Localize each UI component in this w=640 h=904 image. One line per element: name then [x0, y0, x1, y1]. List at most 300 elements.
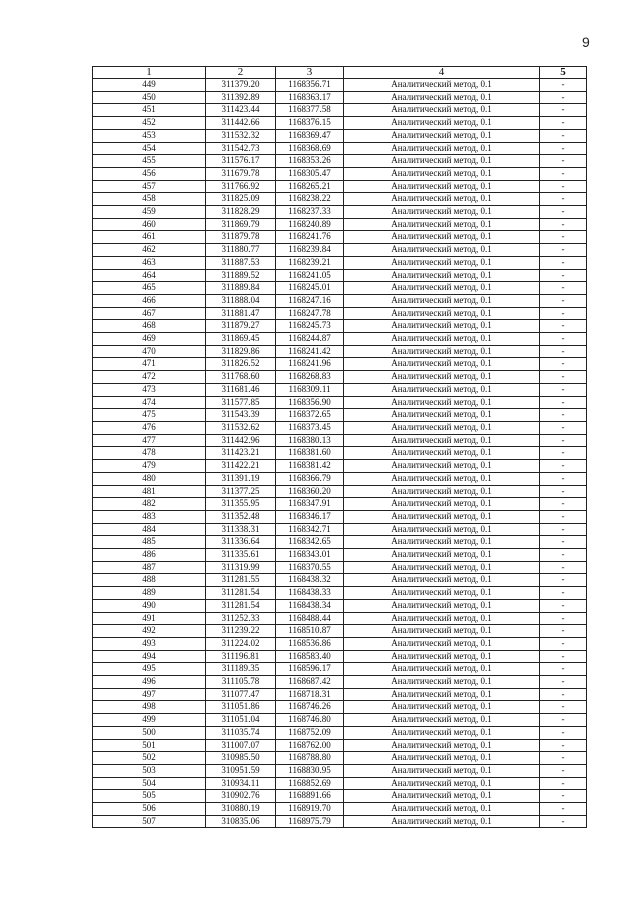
x-coordinate-cell: 311442.66	[206, 117, 276, 130]
y-coordinate-cell: 1168376.15	[276, 117, 344, 130]
method-cell: Аналитический метод, 0.1	[344, 180, 540, 193]
table-row	[93, 129, 587, 142]
y-coordinate-cell: 1168247.16	[276, 294, 344, 307]
point-number-cell: 498	[93, 701, 206, 714]
table-row	[93, 307, 587, 320]
point-number-cell: 469	[93, 333, 206, 346]
point-number-cell: 455	[93, 155, 206, 168]
point-number-cell: 460	[93, 218, 206, 231]
y-coordinate-cell: 1168370.55	[276, 561, 344, 574]
note-cell: -	[540, 650, 587, 663]
x-coordinate-cell: 311442.96	[206, 434, 276, 447]
y-coordinate-cell: 1168380.13	[276, 434, 344, 447]
x-coordinate-cell: 311252.33	[206, 612, 276, 625]
note-cell: -	[540, 777, 587, 790]
point-number-cell: 457	[93, 180, 206, 193]
y-coordinate-cell: 1168438.34	[276, 599, 344, 612]
point-number-cell: 480	[93, 472, 206, 485]
method-cell: Аналитический метод, 0.1	[344, 155, 540, 168]
method-cell: Аналитический метод, 0.1	[344, 142, 540, 155]
method-cell: Аналитический метод, 0.1	[344, 193, 540, 206]
x-coordinate-cell: 311879.78	[206, 231, 276, 244]
note-cell: -	[540, 663, 587, 676]
x-coordinate-cell: 311577.85	[206, 396, 276, 409]
table-row	[93, 79, 587, 92]
method-cell: Аналитический метод, 0.1	[344, 663, 540, 676]
x-coordinate-cell: 310934.11	[206, 777, 276, 790]
note-cell: -	[540, 231, 587, 244]
table-row	[93, 396, 587, 409]
method-cell: Аналитический метод, 0.1	[344, 307, 540, 320]
point-number-cell: 465	[93, 282, 206, 295]
note-cell: -	[540, 396, 587, 409]
note-cell: -	[540, 180, 587, 193]
x-coordinate-cell: 311281.54	[206, 587, 276, 600]
point-number-cell: 491	[93, 612, 206, 625]
table-row	[93, 549, 587, 562]
x-coordinate-cell: 311336.64	[206, 536, 276, 549]
point-number-cell: 449	[93, 79, 206, 92]
x-coordinate-cell: 311542.73	[206, 142, 276, 155]
x-coordinate-cell: 311576.17	[206, 155, 276, 168]
x-coordinate-cell: 311532.32	[206, 129, 276, 142]
y-coordinate-cell: 1168247.78	[276, 307, 344, 320]
y-coordinate-cell: 1168238.22	[276, 193, 344, 206]
method-cell: Аналитический метод, 0.1	[344, 345, 540, 358]
point-number-cell: 495	[93, 663, 206, 676]
y-coordinate-cell: 1168919.70	[276, 803, 344, 816]
table-row	[93, 358, 587, 371]
note-cell: -	[540, 129, 587, 142]
y-coordinate-cell: 1168746.26	[276, 701, 344, 714]
note-cell: -	[540, 549, 587, 562]
table-row	[93, 510, 587, 523]
y-coordinate-cell: 1168788.80	[276, 752, 344, 765]
method-cell: Аналитический метод, 0.1	[344, 358, 540, 371]
note-cell: -	[540, 434, 587, 447]
point-number-cell: 501	[93, 739, 206, 752]
point-number-cell: 453	[93, 129, 206, 142]
table-row	[93, 320, 587, 333]
y-coordinate-cell: 1168353.26	[276, 155, 344, 168]
note-cell: -	[540, 701, 587, 714]
method-cell: Аналитический метод, 0.1	[344, 282, 540, 295]
note-cell: -	[540, 815, 587, 828]
note-cell: -	[540, 307, 587, 320]
x-coordinate-cell: 311766.92	[206, 180, 276, 193]
x-coordinate-cell: 311829.86	[206, 345, 276, 358]
note-cell: -	[540, 688, 587, 701]
table-row	[93, 676, 587, 689]
table-row	[93, 739, 587, 752]
point-number-cell: 479	[93, 460, 206, 473]
table-row	[93, 460, 587, 473]
table-row	[93, 371, 587, 384]
point-number-cell: 461	[93, 231, 206, 244]
method-cell: Аналитический метод, 0.1	[344, 447, 540, 460]
x-coordinate-cell: 311768.60	[206, 371, 276, 384]
method-cell: Аналитический метод, 0.1	[344, 218, 540, 231]
method-cell: Аналитический метод, 0.1	[344, 231, 540, 244]
table-row	[93, 167, 587, 180]
method-cell: Аналитический метод, 0.1	[344, 510, 540, 523]
y-coordinate-cell: 1168718.31	[276, 688, 344, 701]
y-coordinate-cell: 1168762.00	[276, 739, 344, 752]
y-coordinate-cell: 1168241.96	[276, 358, 344, 371]
table-row	[93, 625, 587, 638]
y-coordinate-cell: 1168244.87	[276, 333, 344, 346]
method-cell: Аналитический метод, 0.1	[344, 460, 540, 473]
note-cell: -	[540, 104, 587, 117]
x-coordinate-cell: 311281.55	[206, 574, 276, 587]
point-number-cell: 505	[93, 790, 206, 803]
x-coordinate-cell: 311239.22	[206, 625, 276, 638]
x-coordinate-cell: 310835.06	[206, 815, 276, 828]
table-row	[93, 688, 587, 701]
note-cell: -	[540, 637, 587, 650]
table-row	[93, 294, 587, 307]
note-cell: -	[540, 371, 587, 384]
point-number-cell: 476	[93, 421, 206, 434]
point-number-cell: 468	[93, 320, 206, 333]
x-coordinate-cell: 311423.21	[206, 447, 276, 460]
y-coordinate-cell: 1168241.42	[276, 345, 344, 358]
point-number-cell: 482	[93, 498, 206, 511]
x-coordinate-cell: 311051.04	[206, 714, 276, 727]
y-coordinate-cell: 1168377.58	[276, 104, 344, 117]
method-cell: Аналитический метод, 0.1	[344, 434, 540, 447]
header-col-2: 2	[206, 67, 276, 79]
point-number-cell: 463	[93, 256, 206, 269]
y-coordinate-cell: 1168438.32	[276, 574, 344, 587]
table-row	[93, 599, 587, 612]
point-number-cell: 496	[93, 676, 206, 689]
y-coordinate-cell: 1168596.17	[276, 663, 344, 676]
x-coordinate-cell: 310985.50	[206, 752, 276, 765]
point-number-cell: 467	[93, 307, 206, 320]
point-number-cell: 506	[93, 803, 206, 816]
note-cell: -	[540, 333, 587, 346]
x-coordinate-cell: 310902.76	[206, 790, 276, 803]
point-number-cell: 494	[93, 650, 206, 663]
point-number-cell: 454	[93, 142, 206, 155]
method-cell: Аналитический метод, 0.1	[344, 333, 540, 346]
point-number-cell: 478	[93, 447, 206, 460]
note-cell: -	[540, 206, 587, 219]
method-cell: Аналитический метод, 0.1	[344, 599, 540, 612]
y-coordinate-cell: 1168975.79	[276, 815, 344, 828]
point-number-cell: 499	[93, 714, 206, 727]
header-col-3: 3	[276, 67, 344, 79]
method-cell: Аналитический метод, 0.1	[344, 790, 540, 803]
note-cell: -	[540, 91, 587, 104]
y-coordinate-cell: 1168746.80	[276, 714, 344, 727]
table-row	[93, 815, 587, 828]
method-cell: Аналитический метод, 0.1	[344, 244, 540, 257]
point-number-cell: 451	[93, 104, 206, 117]
table-row	[93, 218, 587, 231]
note-cell: -	[540, 561, 587, 574]
table-row	[93, 803, 587, 816]
table-row	[93, 447, 587, 460]
x-coordinate-cell: 311869.45	[206, 333, 276, 346]
method-cell: Аналитический метод, 0.1	[344, 396, 540, 409]
point-number-cell: 490	[93, 599, 206, 612]
table-row	[93, 650, 587, 663]
method-cell: Аналитический метод, 0.1	[344, 79, 540, 92]
method-cell: Аналитический метод, 0.1	[344, 587, 540, 600]
y-coordinate-cell: 1168488.44	[276, 612, 344, 625]
y-coordinate-cell: 1168268.83	[276, 371, 344, 384]
method-cell: Аналитический метод, 0.1	[344, 688, 540, 701]
note-cell: -	[540, 358, 587, 371]
point-number-cell: 502	[93, 752, 206, 765]
y-coordinate-cell: 1168239.21	[276, 256, 344, 269]
note-cell: -	[540, 574, 587, 587]
y-coordinate-cell: 1168342.65	[276, 536, 344, 549]
y-coordinate-cell: 1168536.86	[276, 637, 344, 650]
point-number-cell: 489	[93, 587, 206, 600]
table-row	[93, 421, 587, 434]
point-number-cell: 456	[93, 167, 206, 180]
table-row	[93, 777, 587, 790]
note-cell: -	[540, 421, 587, 434]
x-coordinate-cell: 311880.77	[206, 244, 276, 257]
method-cell: Аналитический метод, 0.1	[344, 472, 540, 485]
table-row	[93, 523, 587, 536]
note-cell: -	[540, 803, 587, 816]
table-row	[93, 117, 587, 130]
x-coordinate-cell: 311051.86	[206, 701, 276, 714]
note-cell: -	[540, 599, 587, 612]
method-cell: Аналитический метод, 0.1	[344, 777, 540, 790]
note-cell: -	[540, 510, 587, 523]
note-cell: -	[540, 142, 587, 155]
method-cell: Аналитический метод, 0.1	[344, 485, 540, 498]
y-coordinate-cell: 1168687.42	[276, 676, 344, 689]
point-number-cell: 466	[93, 294, 206, 307]
y-coordinate-cell: 1168583.40	[276, 650, 344, 663]
method-cell: Аналитический метод, 0.1	[344, 206, 540, 219]
table-row	[93, 333, 587, 346]
method-cell: Аналитический метод, 0.1	[344, 256, 540, 269]
x-coordinate-cell: 311532.62	[206, 421, 276, 434]
y-coordinate-cell: 1168309.11	[276, 383, 344, 396]
x-coordinate-cell: 311319.99	[206, 561, 276, 574]
table-row	[93, 472, 587, 485]
table-row	[93, 612, 587, 625]
x-coordinate-cell: 311889.52	[206, 269, 276, 282]
x-coordinate-cell: 311335.61	[206, 549, 276, 562]
method-cell: Аналитический метод, 0.1	[344, 714, 540, 727]
point-number-cell: 507	[93, 815, 206, 828]
point-number-cell: 470	[93, 345, 206, 358]
note-cell: -	[540, 726, 587, 739]
x-coordinate-cell: 311423.44	[206, 104, 276, 117]
header-col-5: 5	[540, 67, 587, 79]
point-number-cell: 458	[93, 193, 206, 206]
point-number-cell: 477	[93, 434, 206, 447]
y-coordinate-cell: 1168265.21	[276, 180, 344, 193]
x-coordinate-cell: 311869.79	[206, 218, 276, 231]
table-row	[93, 180, 587, 193]
method-cell: Аналитический метод, 0.1	[344, 294, 540, 307]
method-cell: Аналитический метод, 0.1	[344, 383, 540, 396]
table-row	[93, 345, 587, 358]
note-cell: -	[540, 218, 587, 231]
table-row	[93, 91, 587, 104]
y-coordinate-cell: 1168381.42	[276, 460, 344, 473]
table-row	[93, 498, 587, 511]
x-coordinate-cell: 311224.02	[206, 637, 276, 650]
point-number-cell: 452	[93, 117, 206, 130]
note-cell: -	[540, 409, 587, 422]
table-row	[93, 536, 587, 549]
table-row	[93, 790, 587, 803]
point-number-cell: 450	[93, 91, 206, 104]
method-cell: Аналитический метод, 0.1	[344, 739, 540, 752]
x-coordinate-cell: 311826.52	[206, 358, 276, 371]
y-coordinate-cell: 1168347.91	[276, 498, 344, 511]
y-coordinate-cell: 1168245.73	[276, 320, 344, 333]
point-number-cell: 486	[93, 549, 206, 562]
x-coordinate-cell: 311881.47	[206, 307, 276, 320]
x-coordinate-cell: 311825.09	[206, 193, 276, 206]
table-row	[93, 434, 587, 447]
method-cell: Аналитический метод, 0.1	[344, 815, 540, 828]
table-row	[93, 206, 587, 219]
point-number-cell: 459	[93, 206, 206, 219]
note-cell: -	[540, 714, 587, 727]
note-cell: -	[540, 447, 587, 460]
method-cell: Аналитический метод, 0.1	[344, 320, 540, 333]
table-row	[93, 244, 587, 257]
note-cell: -	[540, 294, 587, 307]
y-coordinate-cell: 1168510.87	[276, 625, 344, 638]
point-number-cell: 483	[93, 510, 206, 523]
y-coordinate-cell: 1168237.33	[276, 206, 344, 219]
method-cell: Аналитический метод, 0.1	[344, 371, 540, 384]
table-row	[93, 701, 587, 714]
y-coordinate-cell: 1168356.90	[276, 396, 344, 409]
note-cell: -	[540, 625, 587, 638]
method-cell: Аналитический метод, 0.1	[344, 104, 540, 117]
note-cell: -	[540, 764, 587, 777]
y-coordinate-cell: 1168346.17	[276, 510, 344, 523]
header-col-1: 1	[93, 67, 206, 79]
note-cell: -	[540, 320, 587, 333]
method-cell: Аналитический метод, 0.1	[344, 129, 540, 142]
y-coordinate-cell: 1168891.66	[276, 790, 344, 803]
method-cell: Аналитический метод, 0.1	[344, 676, 540, 689]
table-row	[93, 142, 587, 155]
point-number-cell: 497	[93, 688, 206, 701]
y-coordinate-cell: 1168241.05	[276, 269, 344, 282]
y-coordinate-cell: 1168360.20	[276, 485, 344, 498]
note-cell: -	[540, 790, 587, 803]
table-row	[93, 256, 587, 269]
table-row	[93, 561, 587, 574]
table-row	[93, 193, 587, 206]
x-coordinate-cell: 311391.19	[206, 472, 276, 485]
x-coordinate-cell: 311879.27	[206, 320, 276, 333]
point-number-cell: 473	[93, 383, 206, 396]
y-coordinate-cell: 1168366.79	[276, 472, 344, 485]
point-number-cell: 504	[93, 777, 206, 790]
note-cell: -	[540, 587, 587, 600]
method-cell: Аналитический метод, 0.1	[344, 269, 540, 282]
x-coordinate-cell: 311422.21	[206, 460, 276, 473]
method-cell: Аналитический метод, 0.1	[344, 167, 540, 180]
note-cell: -	[540, 269, 587, 282]
y-coordinate-cell: 1168830.95	[276, 764, 344, 777]
method-cell: Аналитический метод, 0.1	[344, 574, 540, 587]
x-coordinate-cell: 311889.84	[206, 282, 276, 295]
point-number-cell: 493	[93, 637, 206, 650]
method-cell: Аналитический метод, 0.1	[344, 549, 540, 562]
method-cell: Аналитический метод, 0.1	[344, 536, 540, 549]
point-number-cell: 487	[93, 561, 206, 574]
y-coordinate-cell: 1168239.84	[276, 244, 344, 257]
y-coordinate-cell: 1168305.47	[276, 167, 344, 180]
method-cell: Аналитический метод, 0.1	[344, 803, 540, 816]
note-cell: -	[540, 523, 587, 536]
method-cell: Аналитический метод, 0.1	[344, 409, 540, 422]
note-cell: -	[540, 383, 587, 396]
x-coordinate-cell: 311338.31	[206, 523, 276, 536]
table-body	[93, 79, 587, 828]
x-coordinate-cell: 311355.95	[206, 498, 276, 511]
table-row	[93, 764, 587, 777]
method-cell: Аналитический метод, 0.1	[344, 523, 540, 536]
table-row	[93, 282, 587, 295]
note-cell: -	[540, 244, 587, 257]
method-cell: Аналитический метод, 0.1	[344, 625, 540, 638]
x-coordinate-cell: 311377.25	[206, 485, 276, 498]
note-cell: -	[540, 256, 587, 269]
table-row	[93, 409, 587, 422]
table-row	[93, 383, 587, 396]
x-coordinate-cell: 311828.29	[206, 206, 276, 219]
y-coordinate-cell: 1168343.01	[276, 549, 344, 562]
note-cell: -	[540, 739, 587, 752]
x-coordinate-cell: 311281.54	[206, 599, 276, 612]
table-row	[93, 269, 587, 282]
method-cell: Аналитический метод, 0.1	[344, 752, 540, 765]
table-row	[93, 574, 587, 587]
method-cell: Аналитический метод, 0.1	[344, 561, 540, 574]
y-coordinate-cell: 1168356.71	[276, 79, 344, 92]
x-coordinate-cell: 311681.46	[206, 383, 276, 396]
y-coordinate-cell: 1168381.60	[276, 447, 344, 460]
note-cell: -	[540, 155, 587, 168]
note-cell: -	[540, 752, 587, 765]
method-cell: Аналитический метод, 0.1	[344, 91, 540, 104]
y-coordinate-cell: 1168372.65	[276, 409, 344, 422]
x-coordinate-cell: 310951.59	[206, 764, 276, 777]
note-cell: -	[540, 117, 587, 130]
point-number-cell: 472	[93, 371, 206, 384]
coordinates-table	[92, 66, 587, 828]
y-coordinate-cell: 1168368.69	[276, 142, 344, 155]
table-row	[93, 714, 587, 727]
table-row	[93, 231, 587, 244]
x-coordinate-cell: 311887.53	[206, 256, 276, 269]
note-cell: -	[540, 612, 587, 625]
header-col-4: 4	[344, 67, 540, 79]
x-coordinate-cell: 311352.48	[206, 510, 276, 523]
table-row	[93, 752, 587, 765]
